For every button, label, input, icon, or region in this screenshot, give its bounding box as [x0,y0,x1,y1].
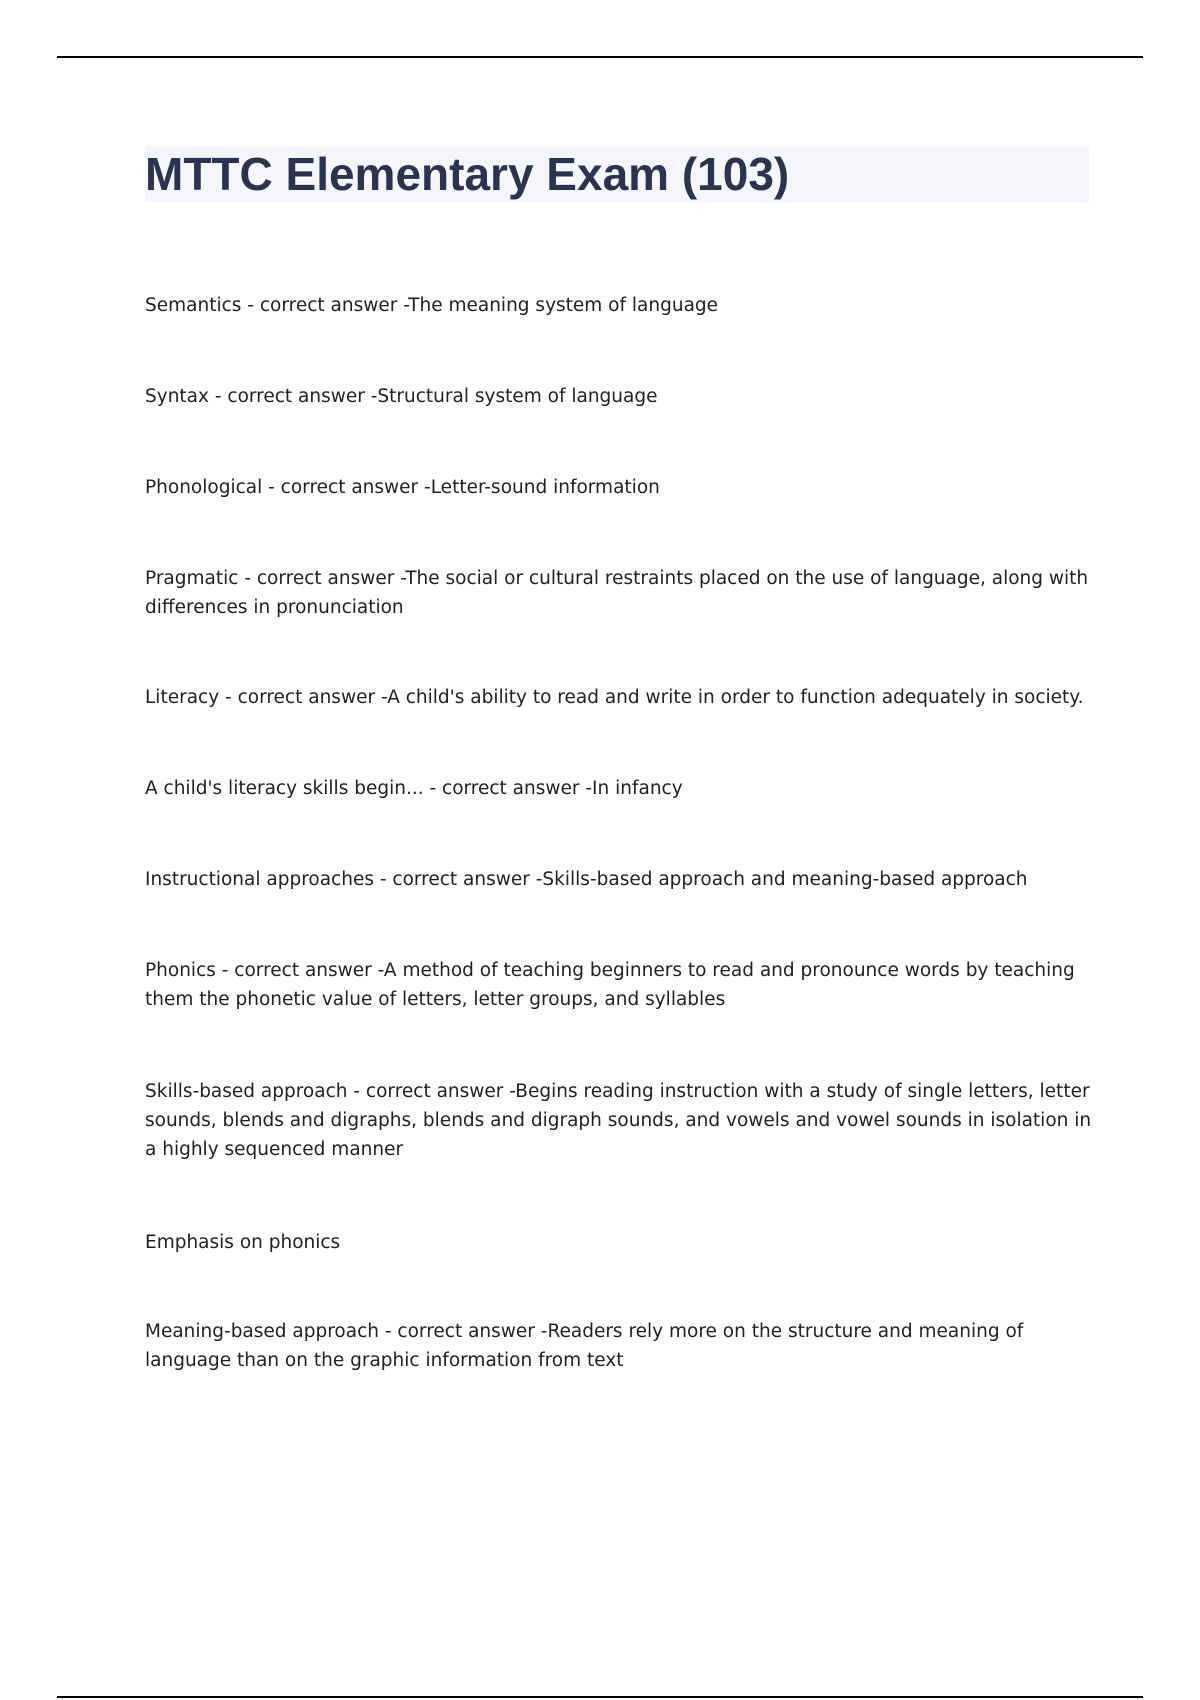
card-syntax: Syntax - correct answer -Structural system of language [145,386,658,407]
card-literacy-skills-begin: A child's literacy skills begin... - correct answer -In infancy [145,778,683,799]
card-skills-based-approach: Skills-based approach - correct answer -Begins reading instruction with a study of single letters, letter sounds, blends and digraphs, blends and digraph sounds, and vowels and vowel sounds in isolation in a highly sequenced manner [145,1081,1092,1160]
card-meaning-based-approach: Meaning-based approach - correct answer -Readers rely more on the structure and meaning of language than on the graphic information from text [145,1321,1024,1371]
document-title: MTTC Elementary Exam (103) [145,148,790,200]
card-semantics: Semantics - correct answer -The meaning system of language [145,295,719,316]
card-literacy: Literacy - correct answer -A child's ability to read and write in order to function adequately in society. [145,687,1084,708]
card-instructional-approaches: Instructional approaches - correct answer -Skills-based approach and meaning-based approach [145,869,1028,890]
header-rule [57,56,1143,58]
card-emphasis-on-phonics: Emphasis on phonics [145,1232,341,1253]
card-pragmatic: Pragmatic - correct answer -The social or cultural restraints placed on the use of language, along with differences in pronunciation [145,568,1089,618]
card-phonological: Phonological - correct answer -Letter-sound information [145,477,660,498]
card-phonics: Phonics - correct answer -A method of teaching beginners to read and pronounce words by teaching them the phonetic value of letters, letter groups, and syllables [145,960,1075,1010]
footer-rule [57,1696,1143,1698]
